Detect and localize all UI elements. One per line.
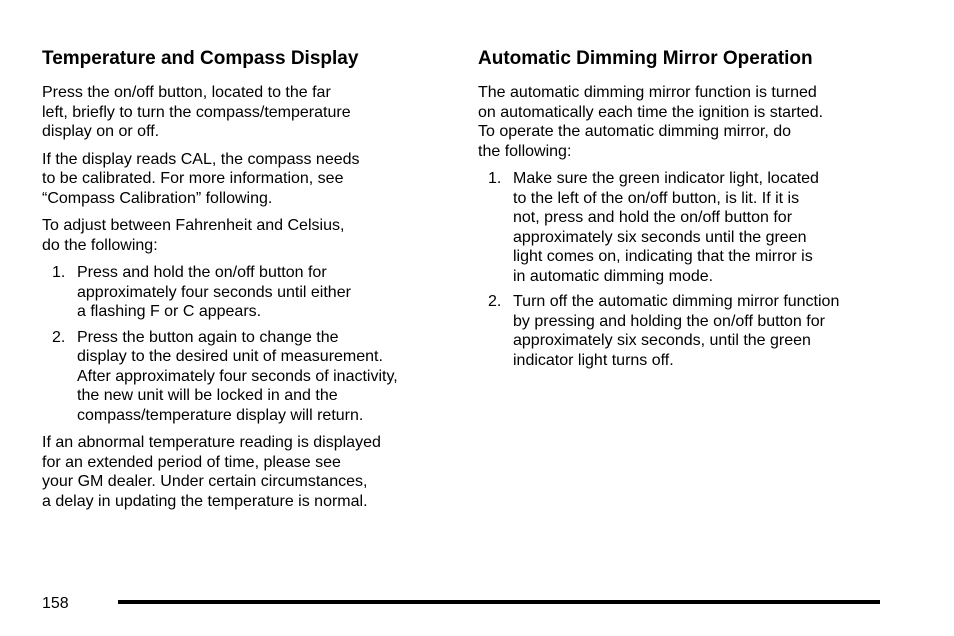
paragraph-abnormal-reading: If an abnormal temperature reading is displayed for an extended period of time, please see your GM dealer. Under certain circumstances, a delay in updating the temperature is normal. xyxy=(42,434,381,510)
page-number: 158 xyxy=(42,595,69,612)
step-text: Make sure the green indicator light, located to the left of the on/off button, is lit. If it is not, press and hold the on/off button for approximately six seconds until the green light comes on, indicating that the mirror is in automatic dimming mode. xyxy=(513,170,819,285)
left-column xyxy=(42,47,442,519)
step-number: 2. xyxy=(488,293,502,310)
list-item xyxy=(478,169,898,286)
paragraph-mirror-intro: The automatic dimming mirror function is turned on automatically each time the ignition is started. To operate the automatic dimming mirror, do the following: xyxy=(478,84,824,160)
step-text: Press and hold the on/off button for approximately four seconds until either a flashing F or C appears. xyxy=(77,264,351,320)
paragraph-power-button: Press the on/off button, located to the far left, briefly to turn the compass/temperature display on or off. xyxy=(42,84,351,140)
step-number: 1. xyxy=(488,170,502,187)
section-heading-temperature-compass: Temperature and Compass Display xyxy=(42,48,359,69)
steps-list-mirror xyxy=(478,169,898,370)
section-heading-dimming-mirror: Automatic Dimming Mirror Operation xyxy=(478,48,813,69)
list-item xyxy=(42,328,442,426)
list-item xyxy=(42,263,442,322)
list-item xyxy=(478,292,898,370)
steps-list-units xyxy=(42,263,442,425)
paragraph-calibration: If the display reads CAL, the compass needs to be calibrated. For more information, see “Compass Calibration” following. xyxy=(42,150,360,207)
right-column xyxy=(478,47,898,378)
step-number: 1. xyxy=(52,264,66,281)
step-text: Press the button again to change the display to the desired unit of measurement. After approximately four seconds of inactivity, the new unit will be locked in and the compass/temperature display will return. xyxy=(77,328,398,424)
paragraph-units-intro: To adjust between Fahrenheit and Celsius, do the following: xyxy=(42,217,345,254)
footer-divider xyxy=(118,600,880,604)
step-number: 2. xyxy=(52,328,66,346)
step-text: Turn off the automatic dimming mirror function by pressing and holding the on/off button for approximately six seconds, until the green indicator light turns off. xyxy=(513,293,840,369)
